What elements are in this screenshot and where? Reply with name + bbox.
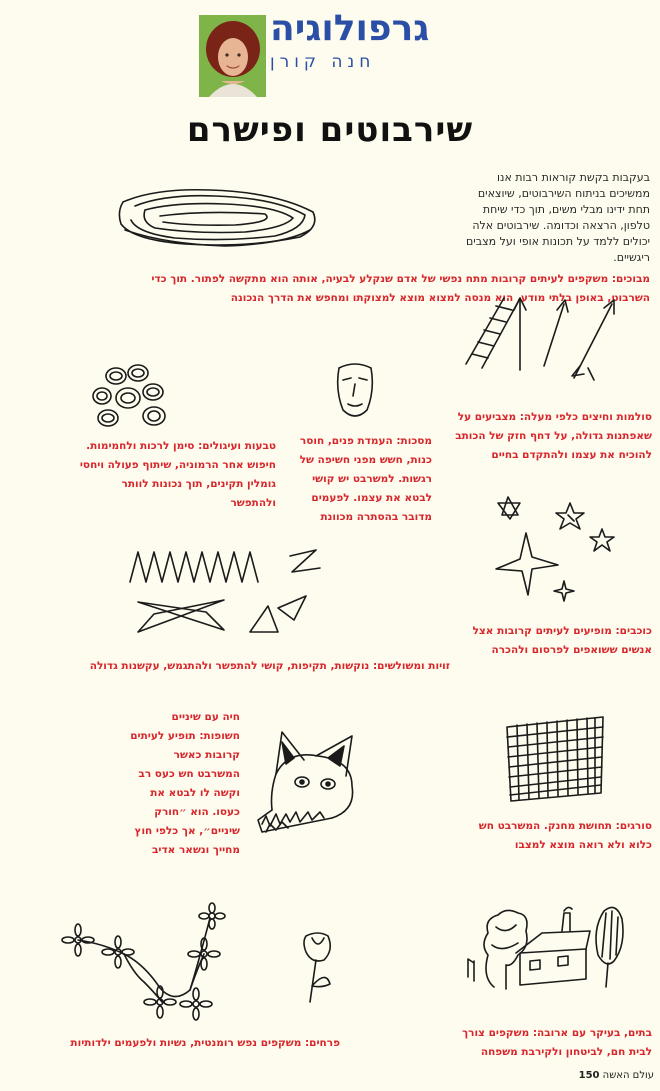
page-footer [580, 1070, 654, 1081]
angles-doodle [128, 548, 328, 638]
mask-doodle [333, 362, 377, 422]
flowers-doodle [64, 904, 224, 1024]
maze-caption: מבוכים: משקפים לעיתים קרובות מתח נפשי של אדם שנקלע לבעיה, אותה הוא מתקשה לפתור. תוך כדי השרבוט, באופן בלתי מודע, הוא מנסה למצוא מוצא למצוקתו ומחפש את הדרך הנכונה [151, 273, 650, 304]
grid-caption: סורגים: תחושת מחנק. המשרבט חש כלוא ולא רואה מוצא למצבו [478, 820, 652, 851]
author-name: חנה קורן [270, 52, 376, 72]
stars-doodle [488, 495, 620, 607]
page-number: 150 [578, 1070, 600, 1081]
tulip-doodle [298, 930, 338, 1006]
houses-caption: בתים, בעיקר עם ארובה: משקפים צורך לבית חם, לביטחון ולקירבת משפחה [462, 1027, 652, 1058]
header-title-block [270, 8, 460, 88]
houses-doodle [466, 905, 634, 995]
magazine-name: עולם האשה [602, 1070, 654, 1081]
author-photo [199, 15, 266, 97]
angles-caption: זויות ומשולשים: נוקשות, תקיפות, קושי להתפשר ולהתגמש, עקשנות גדולה [89, 660, 450, 672]
rings-doodle [88, 362, 170, 434]
ladders-caption: סולמות וחיצים כלפי מעלה: מצביעים על שאפתנות גדולה, על דחף חזק של הכותב להוכיח את עצמו ולהתקדם בחיים [455, 411, 652, 461]
maze-doodle [115, 182, 325, 252]
grid-doodle [503, 713, 607, 803]
rings-caption: טבעות ועיגולים: סימן לרכות ולחמימות. חיפוש אחר הרמוניה, שיתוף פעולה ויחסי גומלין תקינים, תוך נכונות לוותר ולהתפשר [79, 440, 276, 509]
stars-caption: כוכבים: מופיעים לעיתים קרובות אצל אנשים ששואפים לפרסום ולהכרה [472, 625, 652, 656]
animal-doodle [252, 730, 370, 842]
flowers-caption: פרחים: משקפים נפש רומנטית, נשיות ולפעמים ילדותיות [70, 1037, 340, 1049]
ladder-arrows-doodle [462, 296, 632, 396]
intro-text: בעקבות בקשת קוראות רבות אנו ממשיכים בניתוח השירבוטים, שיוצאים תחת ידינו מבלי משים, תוך כדי שיחת טלפון, הרצאה וכדומה. שירבוטים אלה יכולים ללמד על תכונות אופי ועל מצבים ריגשיים. [466, 171, 650, 264]
animal-caption: חיה עם שיניים חשופות: תופיע לעיתים קרובות כאשר המשרבט חש כעס רב וקשה לו לבטא את כעסו. הוא ״חורק שיניים״, אך כלפי חוץ מחייך ונשאר אדיב [130, 711, 240, 856]
mask-caption: מסכות: העמדת פנים, חוסר כנות, חשש מפני חשיפה של רגשות. למשרבט יש קושי לבטא את עצמו. לפעמים מדובר בהסתרה מכוונת [299, 435, 432, 523]
article-title: שירבוטים ופישרם [186, 110, 474, 150]
column-title: גרפולוגיה [270, 8, 430, 49]
